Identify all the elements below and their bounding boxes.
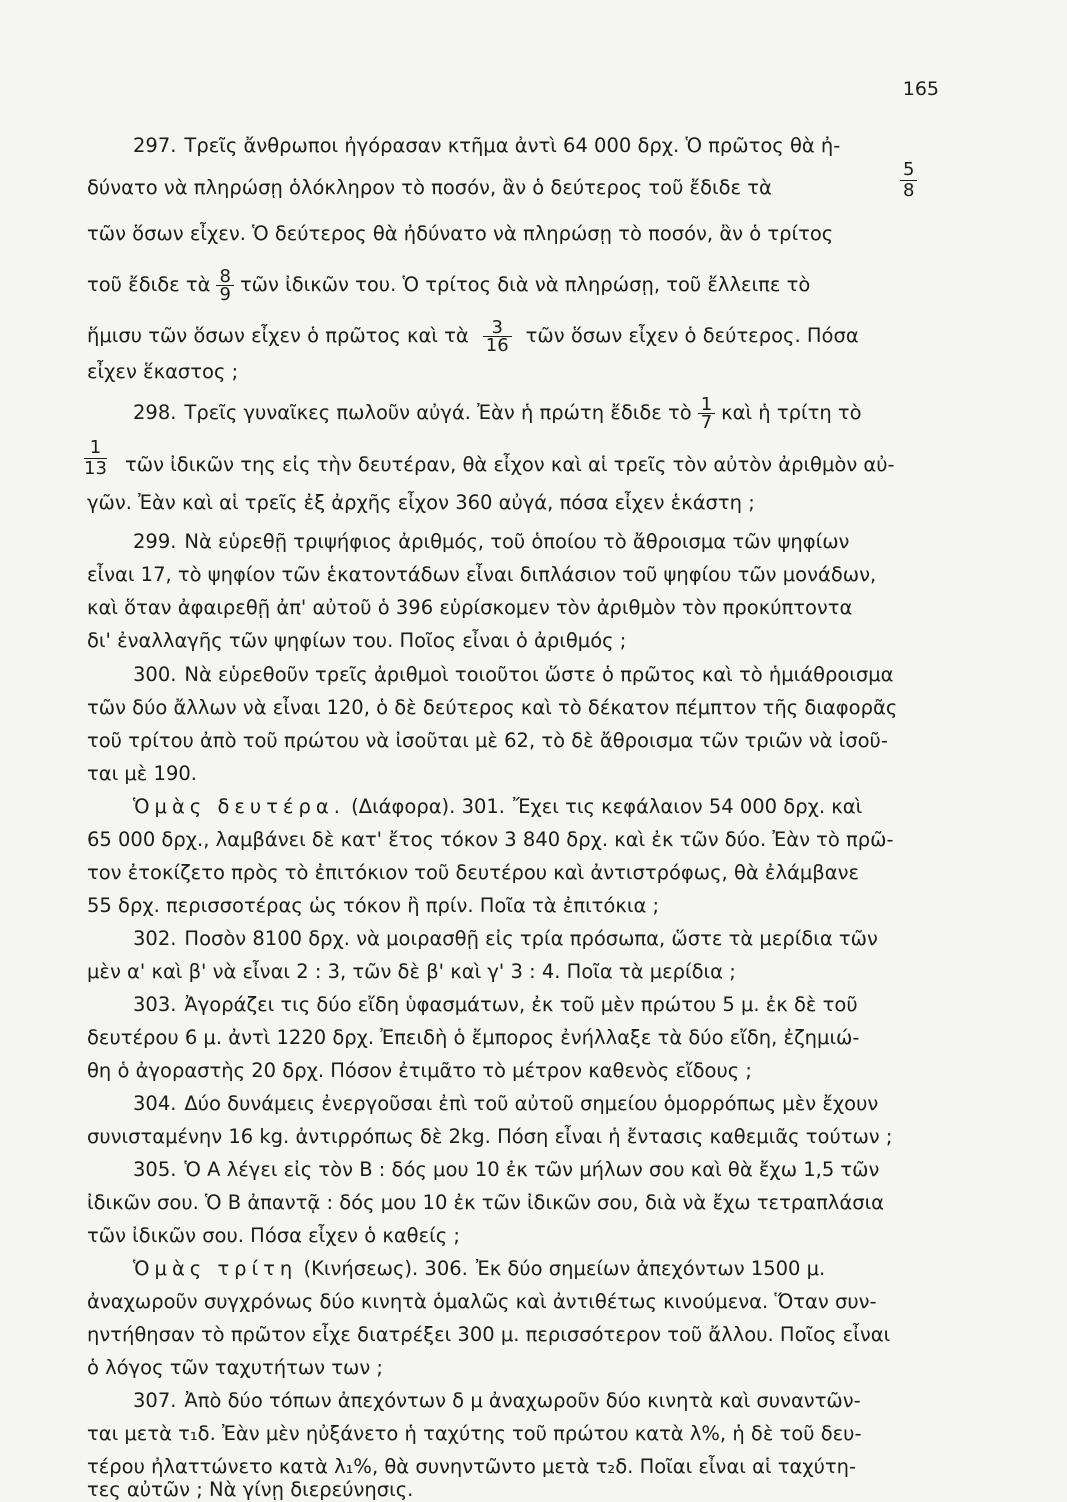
numerator: 3 — [483, 319, 512, 337]
exercise-301-line-3 — [87, 861, 947, 885]
text: καὶ ἡ τρίτη τὸ — [721, 401, 862, 424]
text: ἰδικῶν σου. Ὁ Β ἀπαντᾷ : δός μου 10 ἐκ τῶν ἰδικῶν σου, διὰ νὰ ἔχω τετραπλάσια — [87, 1191, 885, 1214]
exercise-306-line-4 — [87, 1356, 947, 1380]
exercise-307-line-1 — [133, 1389, 993, 1413]
exercise-297-line-6 — [87, 360, 947, 384]
denominator: 9 — [219, 284, 231, 305]
text: 55 δρχ. περισσοτέρας ὡς τόκον ἢ πρίν. Ποῖα τὰ ἐπιτόκια ; — [87, 894, 660, 917]
text: Τρεῖς ἄνθρωποι ἠγόρασαν κτῆμα ἀντὶ 64 000 δρχ. Ὁ πρῶτος θὰ ἠ- — [184, 134, 841, 157]
exercise-299-line-3 — [87, 596, 947, 620]
denominator: 13 — [84, 458, 107, 479]
fraction-5-8 — [900, 160, 917, 201]
exercise-number: 301. — [461, 795, 505, 818]
exercise-297-line-2 — [87, 176, 887, 200]
page-number: 165 — [902, 78, 939, 100]
text: δευτέρου 6 μ. ἀντὶ 1220 δρχ. Ἐπειδὴ ὁ ἔμπορος ἐνήλλαξε τὰ δύο εἴδη, ἐζημιώ- — [87, 1026, 860, 1049]
text: Ἐκ δύο σημείων ἀπεχόντων 1500 μ. — [475, 1257, 826, 1280]
text: Τρεῖς γυναῖκες πωλοῦν αὐγά. Ἐὰν ἡ πρώτη ἔδιδε τὸ — [184, 401, 692, 424]
text: τοῦ ἔδιδε τὰ — [87, 273, 211, 296]
exercise-number: 303. — [133, 993, 177, 1016]
text: τῶν ἰδικῶν της εἰς τὴν δευτέραν, θὰ εἶχον καὶ αἱ τρεῖς τὸν αὐτὸν ἀριθμὸν αὐ- — [125, 453, 895, 476]
exercise-306-line-3 — [87, 1323, 947, 1347]
text: τες αὐτῶν ; Νὰ γίνῃ διερεύνησις. — [87, 1478, 414, 1501]
group-heading: Ὁμὰς δευτέρα. — [133, 795, 345, 818]
exercise-307-line-4 — [87, 1478, 947, 1502]
text: ἥμισυ τῶν ὅσων εἶχεν ὁ πρῶτος καὶ τὰ — [87, 324, 469, 347]
exercise-302-line-1 — [133, 927, 993, 951]
exercise-number: 298. — [133, 401, 177, 424]
text: Ὁ Α λέγει εἰς τὸν Β : δός μου 10 ἐκ τῶν μήλων σου καὶ θὰ ἔχω 1,5 τῶν — [184, 1158, 880, 1181]
text: θη ὁ ἀγοραστὴς 20 δρχ. Πόσον ἐτιμᾶτο τὸ μέτρον καθενὸς εἴδους ; — [87, 1059, 752, 1082]
text: τῶν ἰδικῶν του. Ὁ τρίτος διὰ νὰ πληρώσῃ, τοῦ ἔλλειπε τὸ — [239, 273, 811, 296]
numerator: 1 — [698, 396, 715, 414]
exercise-305-line-3 — [87, 1224, 947, 1248]
text: Ἀγοράζει τις δύο εἴδη ὑφασμάτων, ἐκ τοῦ μὲν πρώτου 5 μ. ἐκ δὲ τοῦ — [184, 993, 858, 1016]
exercise-298-line-2 — [125, 453, 947, 477]
exercise-303-line-1 — [133, 993, 993, 1017]
text: Ποσὸν 8100 δρχ. νὰ μοιρασθῇ εἰς τρία πρόσωπα, ὥστε τὰ μερίδια τῶν — [184, 927, 878, 950]
text: καὶ ὅταν ἀφαιρεθῇ ἀπ' αὐτοῦ ὁ 396 εὑρίσκομεν τὸν ἀριθμὸν τὸν προκύπτοντα — [87, 596, 853, 619]
exercise-306-line-1 — [133, 1257, 993, 1281]
text: τοῦ τρίτου ἀπὸ τοῦ πρώτου νὰ ἰσοῦται μὲ 62, τὸ δὲ ἄθροισμα τῶν τριῶν νὰ ἰσοῦ- — [87, 729, 888, 752]
text: τέρου ἠλαττώνετο κατὰ λ₁%, θὰ συνηντῶντο μετὰ τ₂δ. Ποῖαι εἶναι αἱ ταχύτη- — [87, 1455, 857, 1478]
exercise-297-line-5 — [87, 317, 947, 356]
text: Δύο δυνάμεις ἐνεργοῦσαι ἐπὶ τοῦ αὐτοῦ σημείου ὁμορρόπως μὲν ἔχουν — [184, 1092, 879, 1115]
text: δι' ἐναλλαγῆς τῶν ψηφίων του. Ποῖος εἶναι ὁ ἀριθμός ; — [87, 629, 627, 652]
exercise-304-line-1 — [133, 1092, 993, 1116]
exercise-300-line-4 — [87, 762, 947, 786]
text: Νὰ εὑρεθοῦν τρεῖς ἀριθμοὶ τοιοῦτοι ὥστε ὁ πρῶτος καὶ τὸ ἡμιάθροισμα — [184, 663, 894, 686]
exercise-number: 305. — [133, 1158, 177, 1181]
text: ται μὲ 190. — [87, 762, 197, 785]
text: γῶν. Ἐὰν καὶ αἱ τρεῖς ἐξ ἀρχῆς εἶχον 360 αὐγά, πόσα εἶχεν ἑκάστη ; — [87, 491, 755, 514]
exercise-298-line-1 — [133, 394, 993, 433]
exercise-number: 307. — [133, 1389, 177, 1412]
text: εἶναι 17, τὸ ψηφίον τῶν ἑκατοντάδων εἶναι διπλάσιον τοῦ ψηφίου τῶν μονάδων, — [87, 563, 877, 586]
exercise-number: 306. — [424, 1257, 468, 1280]
text: ηντήθησαν τὸ πρῶτον εἶχε διατρέξει 300 μ. περισσότερον τοῦ ἄλλου. Ποῖος εἶναι — [87, 1323, 891, 1346]
denominator: 16 — [485, 335, 509, 356]
fraction-8-9 — [216, 268, 233, 303]
exercise-307-line-2 — [87, 1422, 947, 1446]
text: τῶν ὅσων εἶχεν. Ὁ δεύτερος θὰ ἠδύνατο νὰ πληρώσῃ τὸ ποσόν, ἂν ὁ τρίτος — [87, 222, 834, 245]
exercise-303-line-2 — [87, 1026, 947, 1050]
exercise-297-line-4 — [87, 266, 947, 305]
text: ὁ λόγος τῶν ταχυτήτων των ; — [87, 1356, 384, 1379]
exercise-299-line-2 — [87, 563, 947, 587]
exercise-304-line-2 — [87, 1125, 947, 1149]
exercise-299-line-1 — [133, 530, 993, 554]
exercise-298-line-3 — [87, 491, 947, 515]
exercise-300-line-2 — [87, 696, 947, 720]
exercise-300-line-3 — [87, 729, 947, 753]
fraction-1-13 — [84, 438, 107, 479]
text: συνισταμένην 16 kg. ἀντιρρόπως δὲ 2kg. Πόση εἶναι ἡ ἔντασις καθεμιᾶς τούτων ; — [87, 1125, 893, 1148]
exercise-number: 300. — [133, 663, 177, 686]
text: Ἔχει τις κεφάλαιον 54 000 δρχ. καὶ — [512, 795, 863, 818]
exercise-303-line-3 — [87, 1059, 947, 1083]
text: δύνατο νὰ πληρώσῃ ὁλόκληρον τὸ ποσόν, ἂν ὁ δεύτερος τοῦ ἔδιδε τὰ — [87, 176, 772, 199]
exercise-number: 299. — [133, 530, 177, 553]
text: τον ἐτοκίζετο πρὸς τὸ ἐπιτόκιον τοῦ δευτέρου καὶ ἀντιστρόφως, θὰ ἐλάμβανε — [87, 861, 860, 884]
text: τῶν ἰδικῶν σου. Πόσα εἶχεν ὁ καθείς ; — [87, 1224, 460, 1247]
numerator: 8 — [216, 268, 233, 286]
denominator: 8 — [903, 180, 915, 201]
exercise-number: 302. — [133, 927, 177, 950]
denominator: 7 — [700, 412, 713, 433]
text: τῶν ὅσων εἶχεν ὁ δεύτερος. Πόσα — [525, 324, 859, 347]
text: τῶν δύο ἄλλων νὰ εἶναι 120, ὁ δὲ δεύτερος καὶ τὸ δέκατον πέμπτον τῆς διαφορᾶς — [87, 696, 898, 719]
exercise-299-line-4 — [87, 629, 947, 653]
group-subtitle: (Κινήσεως). — [303, 1257, 419, 1280]
exercise-297-line-1 — [133, 134, 947, 158]
text: ἀναχωροῦν συγχρόνως δύο κινητὰ ὁμαλῶς καὶ ἀντιθέτως κινούμενα. Ὅταν συν- — [87, 1290, 877, 1313]
fraction-1-7 — [698, 396, 715, 431]
exercise-301-line-2 — [87, 828, 947, 852]
text: ται μετὰ τ₁δ. Ἐὰν μὲν ηὐξάνετο ἡ ταχύτης τοῦ πρώτου κατὰ λ%, ἡ δὲ τοῦ δευ- — [87, 1422, 862, 1445]
exercise-number: 297. — [133, 134, 177, 157]
text: Νὰ εὑρεθῇ τριψήφιος ἀριθμός, τοῦ ὁποίου τὸ ἄθροισμα τῶν ψηφίων — [184, 530, 850, 553]
fraction-3-16 — [483, 319, 512, 354]
text: εἶχεν ἕκαστος ; — [87, 360, 239, 383]
exercise-301-line-1 — [133, 795, 993, 819]
exercise-307-line-3 — [87, 1455, 947, 1479]
text: Ἀπὸ δύο τόπων ἀπεχόντων δ μ ἀναχωροῦν δύο κινητὰ καὶ συναντῶν- — [184, 1389, 861, 1412]
numerator: 1 — [84, 438, 107, 459]
exercise-301-line-4 — [87, 894, 947, 918]
exercise-300-line-1 — [133, 663, 993, 687]
exercise-number: 304. — [133, 1092, 177, 1115]
exercise-305-line-1 — [133, 1158, 993, 1182]
exercise-302-line-2 — [87, 960, 947, 984]
group-heading: Ὁμὰς τρίτη — [133, 1257, 298, 1280]
group-subtitle: (Διάφορα). — [351, 795, 456, 818]
text: μὲν α' καὶ β' νὰ εἶναι 2 : 3, τῶν δὲ β' καὶ γ' 3 : 4. Ποῖα τὰ μερίδια ; — [87, 960, 736, 983]
numerator: 5 — [900, 160, 917, 181]
exercise-306-line-2 — [87, 1290, 947, 1314]
text: 65 000 δρχ., λαμβάνει δὲ κατ' ἔτος τόκον 3 840 δρχ. καὶ ἐκ τῶν δύο. Ἐὰν τὸ πρῶ- — [87, 828, 894, 851]
exercise-297-line-3 — [87, 222, 947, 246]
exercise-305-line-2 — [87, 1191, 947, 1215]
